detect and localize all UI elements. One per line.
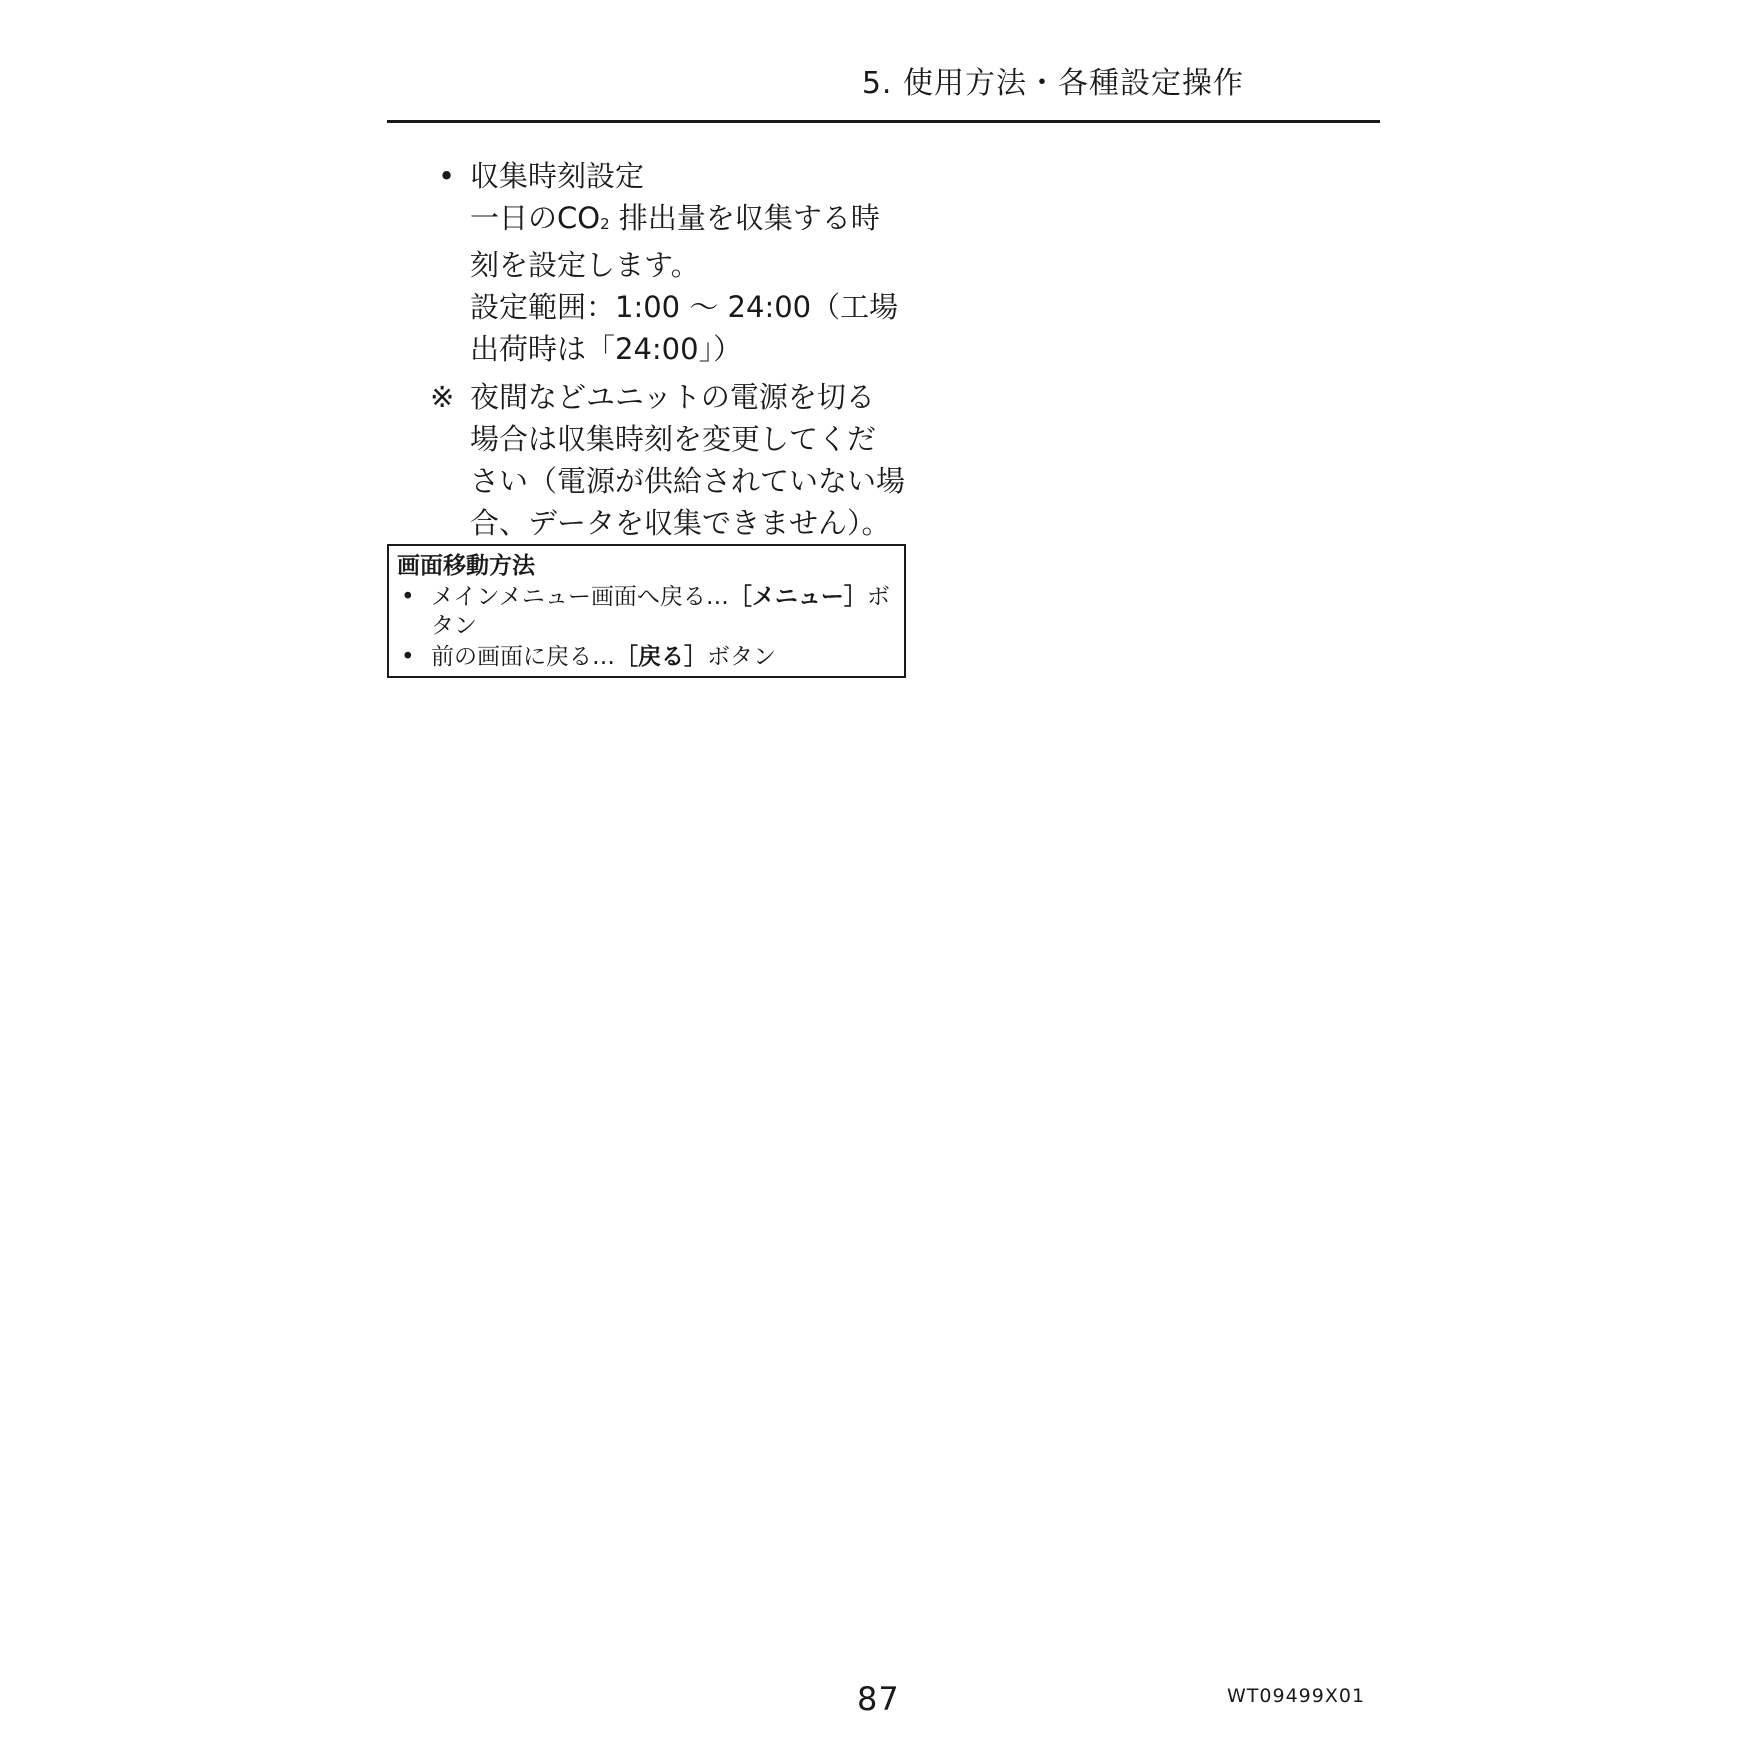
navigation-item-text: メインメニュー画面へ戻る… xyxy=(431,584,729,610)
section-title: 5. 使用方法・各種設定操作 xyxy=(861,66,1244,101)
page-number: 87 xyxy=(857,1680,900,1718)
description-line-2: 刻を設定します。 xyxy=(470,248,700,282)
navigation-box-title: 画面移動方法 xyxy=(397,553,535,579)
navigation-item-text: 前の画面に戻る… xyxy=(431,644,615,670)
range-line-2: 出荷時は「24:00」） xyxy=(470,332,743,366)
navigation-item-suffix-continued: タン xyxy=(431,613,477,639)
bullet-marker: • xyxy=(438,159,456,193)
navigation-item-back xyxy=(397,643,896,672)
document-code: WT09499X01 xyxy=(1227,1685,1366,1707)
description-line-1-end: 排出量を収集する時 xyxy=(609,201,880,235)
navigation-item-menu xyxy=(397,583,896,641)
collection-time-setting-item xyxy=(430,155,910,370)
range-line-1: 設定範囲：1:00 ～ 24:00（工場 xyxy=(470,290,899,324)
description-line-1-start: 一日のCO xyxy=(470,201,601,235)
note-line: 場合は収集時刻を変更してくだ xyxy=(470,422,877,456)
main-content xyxy=(430,155,910,544)
navigation-item-suffix: ボタン xyxy=(707,644,776,670)
note-line: さい（電源が供給されていない場 xyxy=(470,464,906,498)
note-line: 合、データを収集できません）。 xyxy=(470,506,891,540)
bullet-marker: • xyxy=(401,644,415,670)
caution-note xyxy=(430,376,910,544)
co2-subscript: 2 xyxy=(600,215,610,233)
note-line: 夜間などユニットの電源を切る xyxy=(470,380,875,414)
bullet-marker: • xyxy=(401,584,415,610)
description-line-1 xyxy=(470,197,910,244)
screen-navigation-box xyxy=(387,544,906,678)
menu-button-label: ［メニュー］ xyxy=(728,584,867,610)
header-divider xyxy=(387,120,1380,123)
item-title: 収集時刻設定 xyxy=(470,159,645,193)
back-button-label: ［戻る］ xyxy=(615,644,707,670)
navigation-item-suffix: ボ xyxy=(866,584,890,610)
note-marker: ※ xyxy=(430,380,455,414)
